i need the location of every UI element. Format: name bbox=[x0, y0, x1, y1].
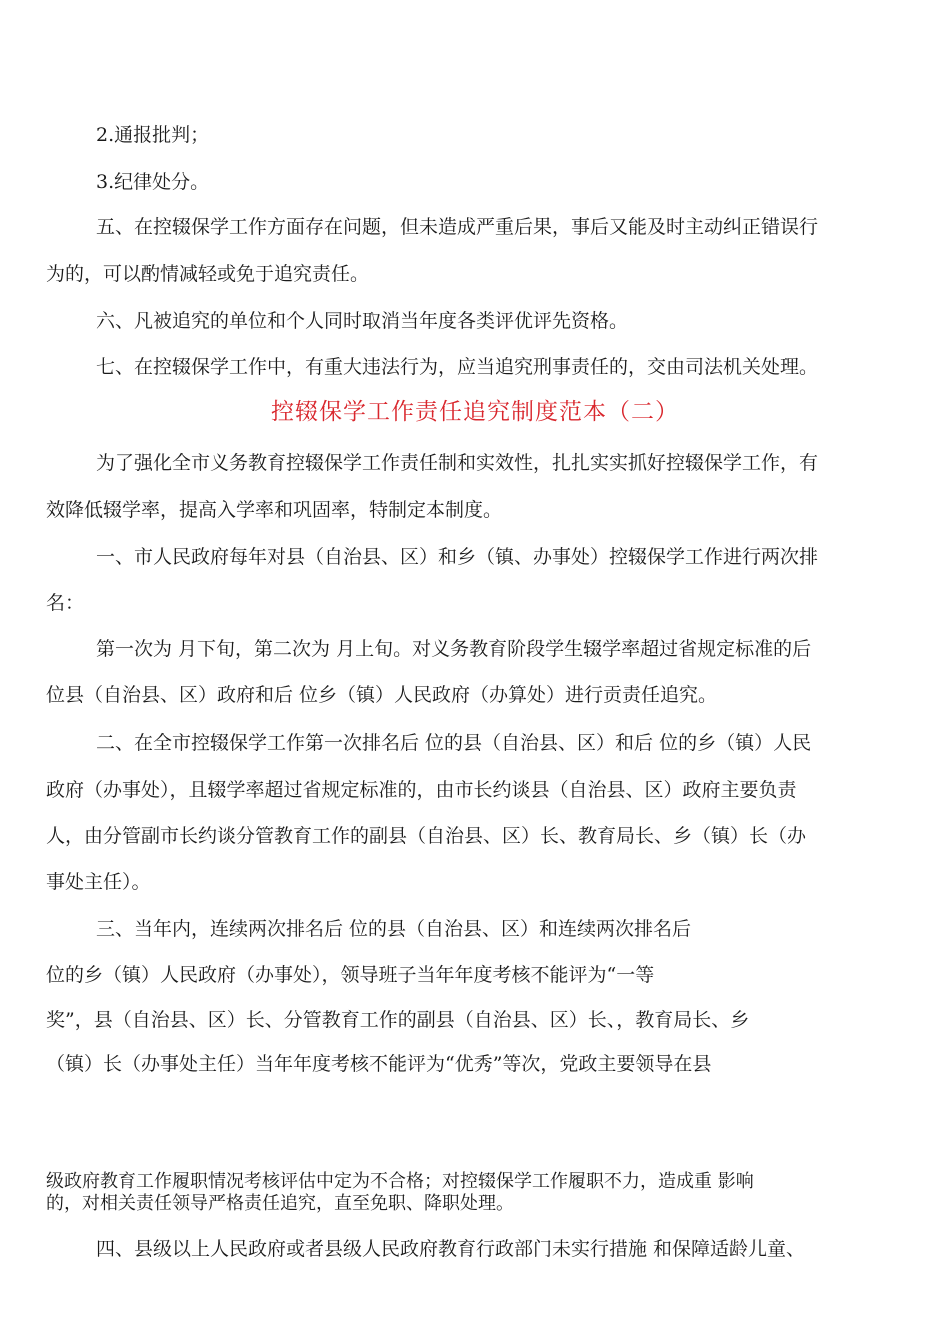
item-1b-line-1: 第一次为 月下旬，第二次为 月上旬。对义务教育阶段学生辍学率超过省规定标准的后 bbox=[96, 638, 812, 660]
item-2-line-2: 政府（办事处），且辍学率超过省规定标准的，由市长约谈县（自治县、区）政府主要负责 bbox=[46, 779, 797, 801]
item-4-line-1: 四、县级以上人民政府或者县级人民政府教育行政部门未实行措施 和保障适龄儿童、 bbox=[96, 1238, 806, 1260]
paragraph-5-line-2: 为的，可以酌情减轻或免于追究责任。 bbox=[46, 263, 370, 285]
paragraph-5-line-1: 五、在控辍保学工作方面存在问题，但未造成严重后果，事后又能及时主动纠正错误行 bbox=[96, 216, 819, 238]
item-1-line-1: 一、市人民政府每年对县（自治县、区）和乡（镇、办事处）控辍保学工作进行两次排 bbox=[96, 546, 819, 568]
intro-line-1: 为了强化全市义务教育控辍保学工作责任制和实效性，扎扎实实抓好控辍保学工作，有 bbox=[96, 452, 819, 474]
item-1-line-2: 名： bbox=[46, 592, 85, 614]
item-3-line-2: 位的乡（镇）人民政府（办事处），领导班子当年年度考核不能评为“一等 bbox=[46, 964, 655, 986]
item-1b-line-2: 位县（自治县、区）政府和后 位乡（镇）人民政府（办算处）进行贡责任追究。 bbox=[46, 684, 718, 706]
paragraph-7: 七、在控辍保学工作中，有重大违法行为，应当追究刑事责任的，交由司法机关处理。 bbox=[96, 356, 819, 378]
paragraph-6: 六、凡被追究的单位和个人同时取消当年度各类评优评先资格。 bbox=[96, 310, 629, 332]
item-2-line-1: 二、在全市控辍保学工作第一次排名后 位的县（自治县、区）和后 位的乡（镇）人民 bbox=[96, 732, 812, 754]
item-3-line-1: 三、当年内，连续两次排名后 位的县（自治县、区）和连续两次排名后 bbox=[96, 918, 692, 940]
item-3-line-5: 级政府教育工作履职情况考核评估中定为不合格；对控辍保学工作履职不力，造成重 影响 bbox=[46, 1171, 754, 1192]
section-title: 控辍保学工作责任追究制度范本（二） bbox=[271, 399, 679, 425]
intro-line-2: 效降低辍学率，提高入学率和巩固率，特制定本制度。 bbox=[46, 499, 503, 521]
item-3-line-3: 奖”，县（自治县、区）长、分管教育工作的副县（自治县、区）长、，教育局长、乡 bbox=[46, 1009, 750, 1031]
item-2-line-3: 人，由分管副市长约谈分管教育工作的副县（自治县、区）长、教育局长、乡（镇）长（办 bbox=[46, 825, 807, 847]
item-3-line-4: （镇）长（办事处主任）当年年度考核不能评为“优秀”等次，党政主要领导在县 bbox=[46, 1053, 712, 1075]
list-item-2: 2.通报批判； bbox=[96, 124, 210, 146]
item-2-line-4: 事处主任）。 bbox=[46, 871, 151, 893]
item-3-line-6: 的，对相关责任领导严格责任追究，直至免职、降职处理。 bbox=[46, 1193, 514, 1214]
list-item-3: 3.纪律处分。 bbox=[96, 171, 210, 193]
